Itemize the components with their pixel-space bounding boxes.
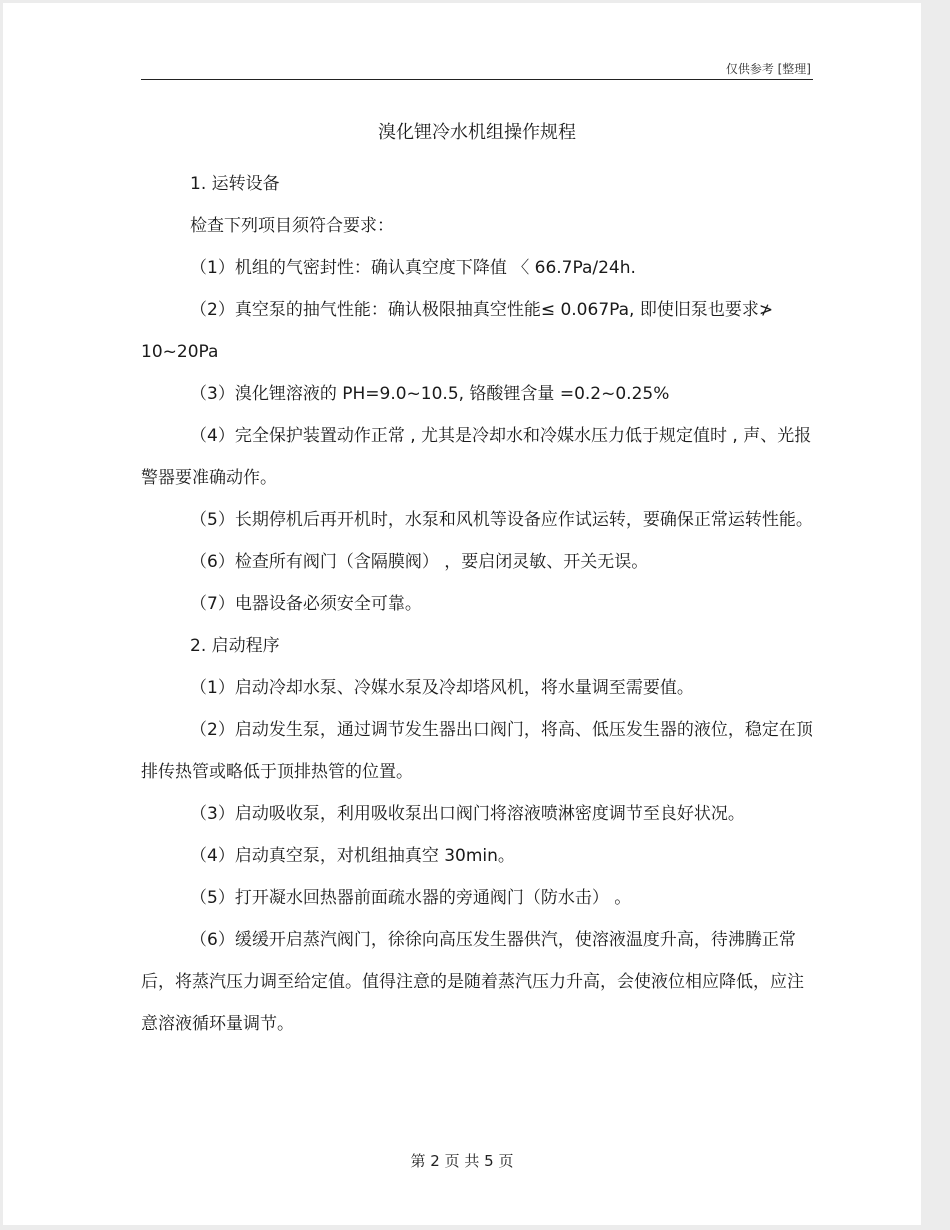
list-item: （5）打开凝水回热器前面疏水器的旁通阀门（防水击） 。 (190, 888, 632, 908)
document-title: 溴化锂冷水机组操作规程 (378, 122, 576, 143)
list-item: （2）真空泵的抽气性能：确认极限抽真空性能≤ 0.067Pa, 即使旧泵也要求≯ 10~20Pa (141, 300, 774, 362)
list-item: （4）完全保护装置动作正常 , 尤其是冷却水和冷媒水压力低于规定值时 , 声、光报警器要准确动作。 (141, 426, 812, 488)
document-body (141, 163, 813, 1045)
list-item: （3）溴化锂溶液的 PH=9.0~10.5, 铬酸锂含量 =0.2~0.25% (190, 384, 670, 404)
list-item: （6）缓缓开启蒸汽阀门，徐徐向高压发生器供汽，使溶液温度升高，待沸腾正常后，将蒸汽压力调至给定值。值得注意的是随着蒸汽压力升高，会使液位相应降低，应注意溶液循环量调节。 (141, 930, 804, 1034)
paragraph: 检查下列项目须符合要求： (190, 216, 394, 236)
section-heading-2: 2. 启动程序 (190, 636, 280, 656)
list-item: （1）机组的气密封性：确认真空度下降值 〈 66.7Pa/24h. (190, 258, 636, 278)
list-item: （1）启动冷却水泵、冷媒水泵及冷却塔风机，将水量调至需要值。 (190, 678, 694, 698)
header-divider (141, 79, 813, 80)
header-note: 仅供参考 [整理] (725, 62, 811, 76)
list-item: （3）启动吸收泵，利用吸收泵出口阀门将溶液喷淋密度调节至良好状况。 (190, 804, 745, 824)
list-item: （4）启动真空泵，对机组抽真空 30min。 (190, 846, 515, 866)
list-item: （6）检查所有阀门（含隔膜阀） ，要启闭灵敏、开关无误。 (190, 552, 649, 572)
page-footer: 第 2 页 共 5 页 (410, 1152, 514, 1170)
list-item: （2）启动发生泵，通过调节发生器出口阀门，将高、低压发生器的液位，稳定在顶排传热管或略低于顶排热管的位置。 (141, 720, 813, 782)
document-page (3, 3, 921, 1225)
list-item: （7）电器设备必须安全可靠。 (190, 594, 422, 614)
list-item: （5）长期停机后再开机时，水泵和风机等设备应作试运转，要确保正常运转性能。 (190, 510, 813, 530)
section-heading-1: 1. 运转设备 (190, 174, 280, 194)
